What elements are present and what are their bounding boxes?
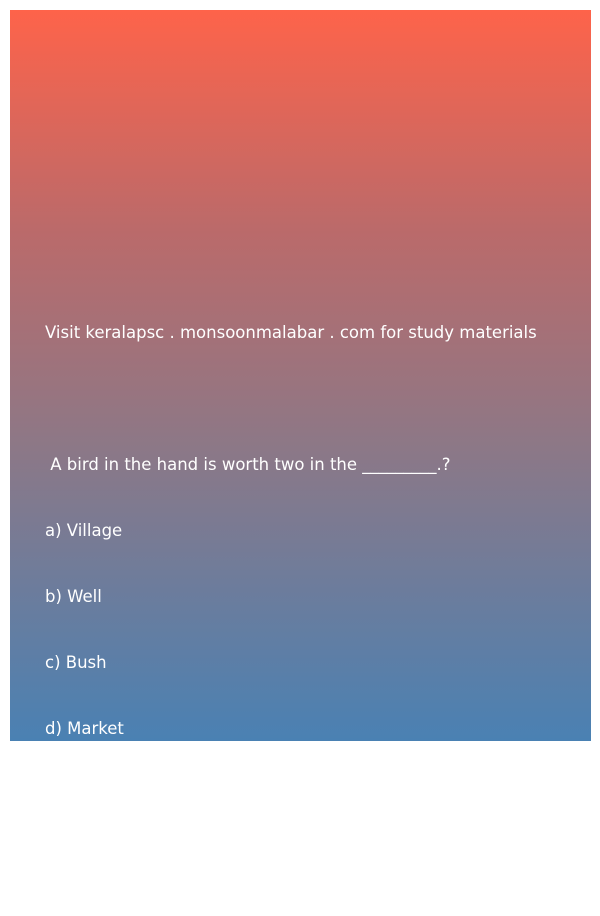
spacer (45, 784, 585, 806)
option-a: a) Village (45, 521, 123, 540)
question-text: A bird in the hand is worth two in the _________.? (45, 455, 451, 474)
option-b: b) Well (45, 587, 102, 606)
quiz-card (10, 10, 591, 870)
answer-text: Answer: Bush (45, 851, 158, 870)
site-promo-text: Visit keralapsc . monsoonmalabar . com for study materials (45, 323, 537, 342)
quiz-content (45, 278, 585, 916)
spacer (45, 388, 585, 410)
option-c: c) Bush (45, 653, 107, 672)
option-d: d) Market (45, 719, 124, 738)
